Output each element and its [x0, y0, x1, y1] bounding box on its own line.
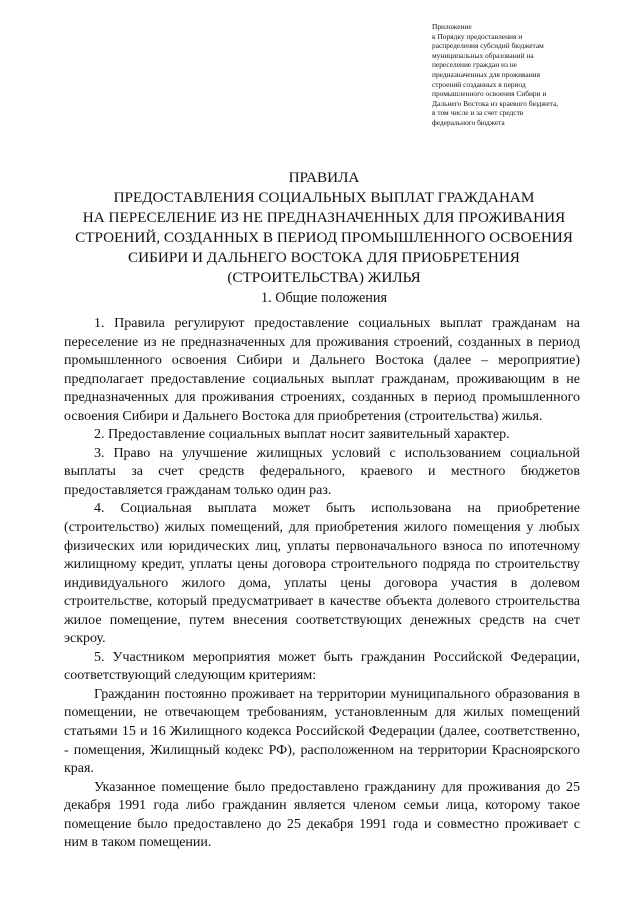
- appendix-line: к Порядку предоставления и: [432, 31, 523, 41]
- appendix-line: строений созданных в период: [432, 79, 526, 89]
- paragraph: Указанное помещение было предоставлено гражданину для проживания до 25 декабря 1991 года либо гражданин является членом семьи лица, которому такое помещение было предоставлено до 25 декабря 1991 года и совместно проживает с ним в таком помещении.: [64, 779, 580, 851]
- appendix-line: Приложение: [432, 22, 472, 31]
- document-title: [60, 168, 588, 288]
- title-line: ПРАВИЛА: [288, 169, 360, 186]
- paragraph: Гражданин постоянно проживает на территории муниципального образования в помещении, не отвечающем требованиям, установленным для жилых помещений статьями 15 и 16 Жилищного кодекса Российской Федерации (далее, соответственно, - помещения, Жилищный кодекс РФ), расположенном на территории Красноярского края.: [64, 686, 580, 777]
- title-line: НА ПЕРЕСЕЛЕНИЕ ИЗ НЕ ПРЕДНАЗНАЧЕННЫХ ДЛЯ ПРОЖИВАНИЯ: [82, 209, 566, 226]
- appendix-line: федерального бюджета: [432, 117, 505, 127]
- paragraph: 2. Предоставление социальных выплат носит заявительный характер.: [94, 427, 510, 443]
- appendix-line: в том числе и за счет средств: [432, 108, 524, 118]
- paragraph: 3. Право на улучшение жилищных условий с использованием социальной выплаты за счет средств федерального, краевого и местного бюджетов предоставляется гражданам только один раз.: [64, 445, 580, 498]
- paragraph: 5. Участником мероприятия может быть гражданин Российской Федерации, соответствующий следующим критериям:: [64, 649, 580, 684]
- paragraph: 4. Социальная выплата может быть использована на приобретение (строительство) жилых помещений, для приобретения жилого помещения у любых физических или юридических лиц, уплаты первоначального взноса по ипотечному жилищному кредит, уплаты цены договора строительного подряда по строительству индивидуального жилого дома, уплаты цены договора участия в долевом строительстве, который предусматривает в качестве объекта долевого строительства жилое помещение, путем внесения соответствующих денежных средств на счет эскроу.: [64, 501, 580, 647]
- section-heading: 1. Общие положения: [261, 290, 387, 306]
- appendix-line: переселение граждан из не: [432, 60, 517, 70]
- appendix-line: Дальнего Востока из краевого бюджета,: [432, 98, 559, 108]
- title-line: (СТРОИТЕЛЬСТВА) ЖИЛЬЯ: [227, 269, 421, 286]
- paragraph: 1. Правила регулируют предоставление социальных выплат гражданам на переселение из не предназначенных для проживания строений, созданных в период промышленного освоения Сибири и Дальнего Востока (далее – мероприятие) предполагает предоставление социальных выплат гражданам, проживающим в не предназначенных для проживания строениях, созданных в период промышленного освоения Сибири и Дальнего Востока для приобретения (строительства) жилья.: [64, 316, 580, 424]
- document-body: [64, 315, 580, 853]
- appendix-line: предназначенных для проживания: [432, 69, 541, 79]
- appendix-line: распределения субсидий бюджетам: [432, 41, 544, 51]
- title-line: СИБИРИ И ДАЛЬНЕГО ВОСТОКА ДЛЯ ПРИОБРЕТЕНИЯ: [128, 249, 520, 266]
- appendix-note: [432, 22, 600, 128]
- appendix-line: промышленного освоения Сибири и: [432, 89, 547, 99]
- title-line: СТРОЕНИЙ, СОЗДАННЫХ В ПЕРИОД ПРОМЫШЛЕННОГО ОСВОЕНИЯ: [75, 229, 573, 246]
- title-line: ПРЕДОСТАВЛЕНИЯ СОЦИАЛЬНЫХ ВЫПЛАТ ГРАЖДАНАМ: [113, 189, 535, 206]
- appendix-line: муниципальных образований на: [432, 50, 534, 60]
